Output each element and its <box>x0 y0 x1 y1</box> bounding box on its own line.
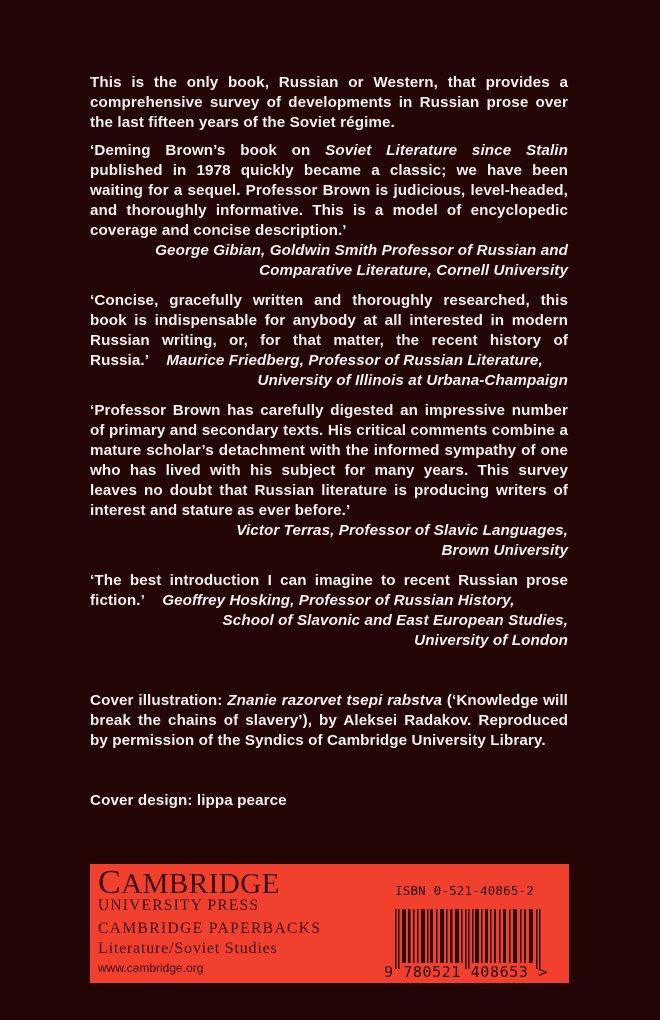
quote-attribution: Brown University <box>441 542 568 559</box>
review-quote-3 <box>90 401 568 561</box>
cover-design-credit: Cover design: lippa pearce <box>90 792 287 809</box>
cover-illustration-credit: Cover illustration: Znanie razorvet tsepi rabstva (‘Knowledge will break the chains of slavery’), by Aleksei Radakov. Reproduced by permission of the Syndics of Cambridge University Library. <box>90 692 568 749</box>
quote-attribution: George Gibian, Goldwin Smith Professor of Russian and <box>155 242 568 259</box>
ean-number: 9 780521 408653 > <box>384 963 548 981</box>
publisher-website[interactable]: www.cambridge.org <box>98 961 204 975</box>
quote-text: ‘The best introduction I can imagine to recent Russian prose fiction.’ Geoffrey Hosking, Professor of Russian History, <box>90 572 568 609</box>
illustration-title: Znanie razorvet tsepi rabstva <box>227 692 442 709</box>
quote-attribution: University of Illinois at Urbana-Champaign <box>257 372 568 389</box>
quote-attribution: Geoffrey Hosking, Professor of Russian History, <box>162 592 515 609</box>
isbn-label: ISBN 0-521-40865-2 <box>395 883 535 898</box>
barcode-icon <box>393 909 549 969</box>
quote-attribution: University of London <box>414 632 568 649</box>
publisher-press: UNIVERSITY PRESS <box>98 897 260 914</box>
quote-text: ‘Deming Brown’s book on Soviet Literature since Stalin published in 1978 quickly became a classic; we have been waiting for a sequel. Professor Brown is judicious, level-headed, and thoroughly informative. This is a model of encyclopedic coverage and concise description.’ <box>90 142 568 239</box>
book-title: Soviet Literature since Stalin <box>325 142 568 159</box>
description-paragraph <box>90 73 568 133</box>
quote-attribution: Comparative Literature, Cornell University <box>259 262 568 279</box>
quote-attribution: School of Slavonic and East European Studies, <box>222 612 568 629</box>
quote-text: ‘Professor Brown has carefully digested an impressive number of primary and secondary texts. His critical comments combine a mature scholar’s detachment with the informed sympathy of one who has lived with his subject for many years. This survey leaves no doubt that Russian literature is producing writers of interest and stature as ever before.’ <box>90 402 568 519</box>
series-name: CAMBRIDGE PAPERBACKS <box>98 920 322 937</box>
publisher-name: CAMBRIDGE <box>98 864 280 901</box>
quote-attribution: Victor Terras, Professor of Slavic Languages, <box>236 522 568 539</box>
isbn-barcode <box>384 864 569 983</box>
subject-category: Literature/Soviet Studies <box>98 940 278 957</box>
quote-text: ‘Concise, gracefully written and thoroughly researched, this book is indispensable for anybody at all interested in modern Russian writing, or, for that matter, the recent history of Russia.’ Maurice Friedberg, Professor of Russian Literature, <box>90 292 568 369</box>
description-text: This is the only book, Russian or Western, that provides a comprehensive survey of developments in Russian prose over the last fifteen years of the Soviet régime. <box>90 74 568 131</box>
publisher-logo <box>98 864 322 977</box>
review-quote-1 <box>90 141 568 281</box>
review-quote-4 <box>90 571 568 651</box>
publisher-panel <box>90 864 569 983</box>
quote-attribution: Maurice Friedberg, Professor of Russian Literature, <box>166 352 543 369</box>
review-quote-2 <box>90 291 568 391</box>
